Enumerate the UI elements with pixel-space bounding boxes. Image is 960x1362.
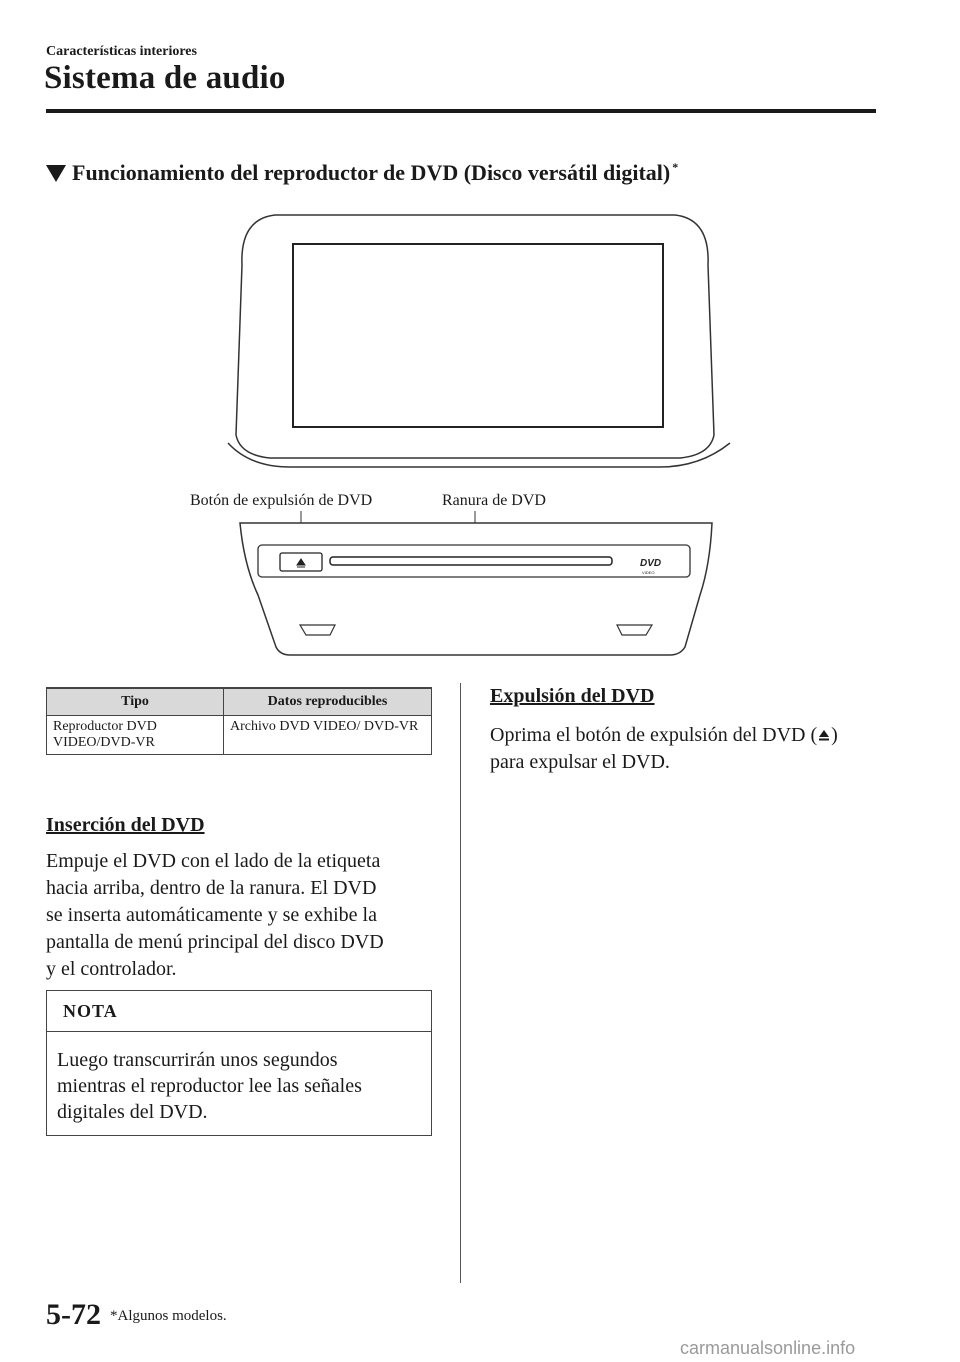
section-heading-text: Funcionamiento del reproductor de DVD (Disco versátil digital) (72, 160, 671, 185)
column-divider (460, 683, 461, 1283)
dvd-logo-sub: VIDEO (642, 570, 655, 575)
dvd-slot (330, 557, 612, 565)
eject-button-label: Botón de expulsión de DVD (190, 492, 373, 509)
dvd-unit-illustration (180, 205, 740, 665)
chapter-label: Características interiores (46, 44, 197, 59)
table-row (47, 716, 432, 755)
playable-media-table (46, 687, 432, 755)
section-heading (46, 160, 678, 186)
eject-line: para expulsar el DVD. (490, 751, 670, 773)
display-screen (293, 244, 663, 427)
eject-line: Oprima el botón de expulsión del DVD ( ) (490, 724, 838, 746)
note-line: mientras el reproductor lee las señales (57, 1075, 362, 1097)
note-text (57, 1047, 427, 1125)
table-cell-data: Archivo DVD VIDEO/ DVD-VR (224, 716, 432, 755)
triangle-marker-icon (46, 165, 66, 182)
insert-heading: Inserción del DVD (46, 814, 205, 836)
table-header-data: Datos reproducibles (224, 688, 432, 716)
table-cell-type: Reproductor DVD VIDEO/DVD-VR (47, 716, 224, 755)
eject-icon (817, 728, 831, 742)
right-vent (617, 625, 652, 635)
insert-line: y el controlador. (46, 958, 177, 980)
dvd-slot-label: Ranura de DVD (442, 492, 546, 509)
page-number: 5-72 (46, 1298, 101, 1331)
footnote: *Algunos modelos. (110, 1308, 227, 1324)
insert-line: pantalla de menú principal del disco DVD (46, 931, 384, 953)
left-vent (300, 625, 335, 635)
page-title: Sistema de audio (44, 60, 286, 96)
eject-paragraph (490, 722, 890, 776)
insert-line: Empuje el DVD con el lado de la etiqueta (46, 850, 381, 872)
watermark: carmanualsonline.info (680, 1338, 856, 1358)
eject-heading: Expulsión del DVD (490, 685, 655, 707)
dvd-logo: DVD (640, 558, 662, 569)
note-line: digitales del DVD. (57, 1101, 208, 1123)
note-box (46, 990, 432, 1136)
insert-line: se inserta automáticamente y se exhibe la (46, 904, 377, 926)
note-title-bar (47, 991, 431, 1032)
insert-line: hacia arriba, dentro de la ranura. El DVD (46, 877, 377, 899)
note-title: NOTA (63, 1001, 118, 1021)
footnote-marker: * (672, 160, 679, 174)
insert-paragraph (46, 848, 436, 983)
note-line: Luego transcurrirán unos segundos (57, 1049, 338, 1071)
table-header-type: Tipo (47, 688, 224, 716)
header-rule (46, 109, 876, 113)
